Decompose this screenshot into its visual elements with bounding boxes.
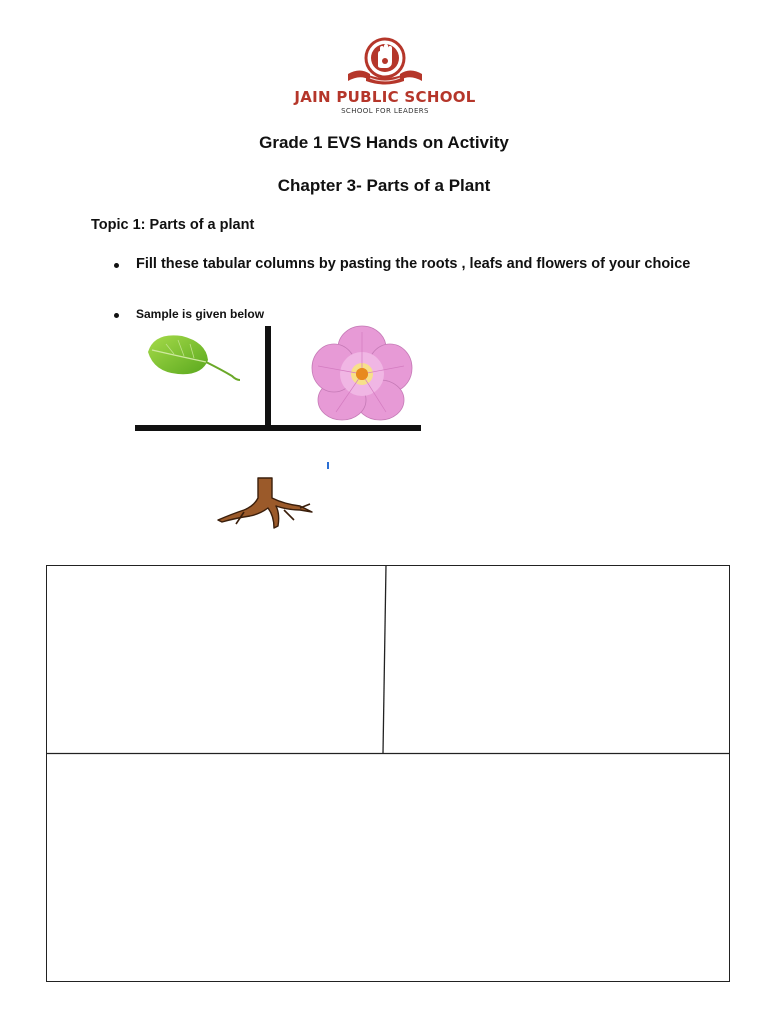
sample-horizontal-divider [135,425,421,431]
topic-heading: Topic 1: Parts of a plant [91,217,255,233]
leaf-image [144,330,244,390]
root-image [214,474,316,532]
table-cell-top-left[interactable] [47,566,384,752]
bullet-dot-icon [114,263,119,268]
bullet-text: Fill these tabular columns by pasting the roots , leafs and flowers of your choice [136,256,691,272]
flower-image [308,322,416,422]
school-name: JAIN PUBLIC SCHOOL [294,88,476,106]
activity-title: Grade 1 EVS Hands on Activity [259,133,509,152]
sample-vertical-divider [265,326,271,430]
chapter-title: Chapter 3- Parts of a Plant [277,176,491,195]
school-tagline: SCHOOL FOR LEADERS [341,107,429,115]
table-cell-bottom[interactable] [47,755,729,981]
stray-mark [327,462,329,469]
bullet-dot-icon [114,313,119,318]
bullet-text: Sample is given below [136,307,265,321]
school-logo-icon [340,34,430,90]
table-cell-top-right[interactable] [386,566,728,752]
